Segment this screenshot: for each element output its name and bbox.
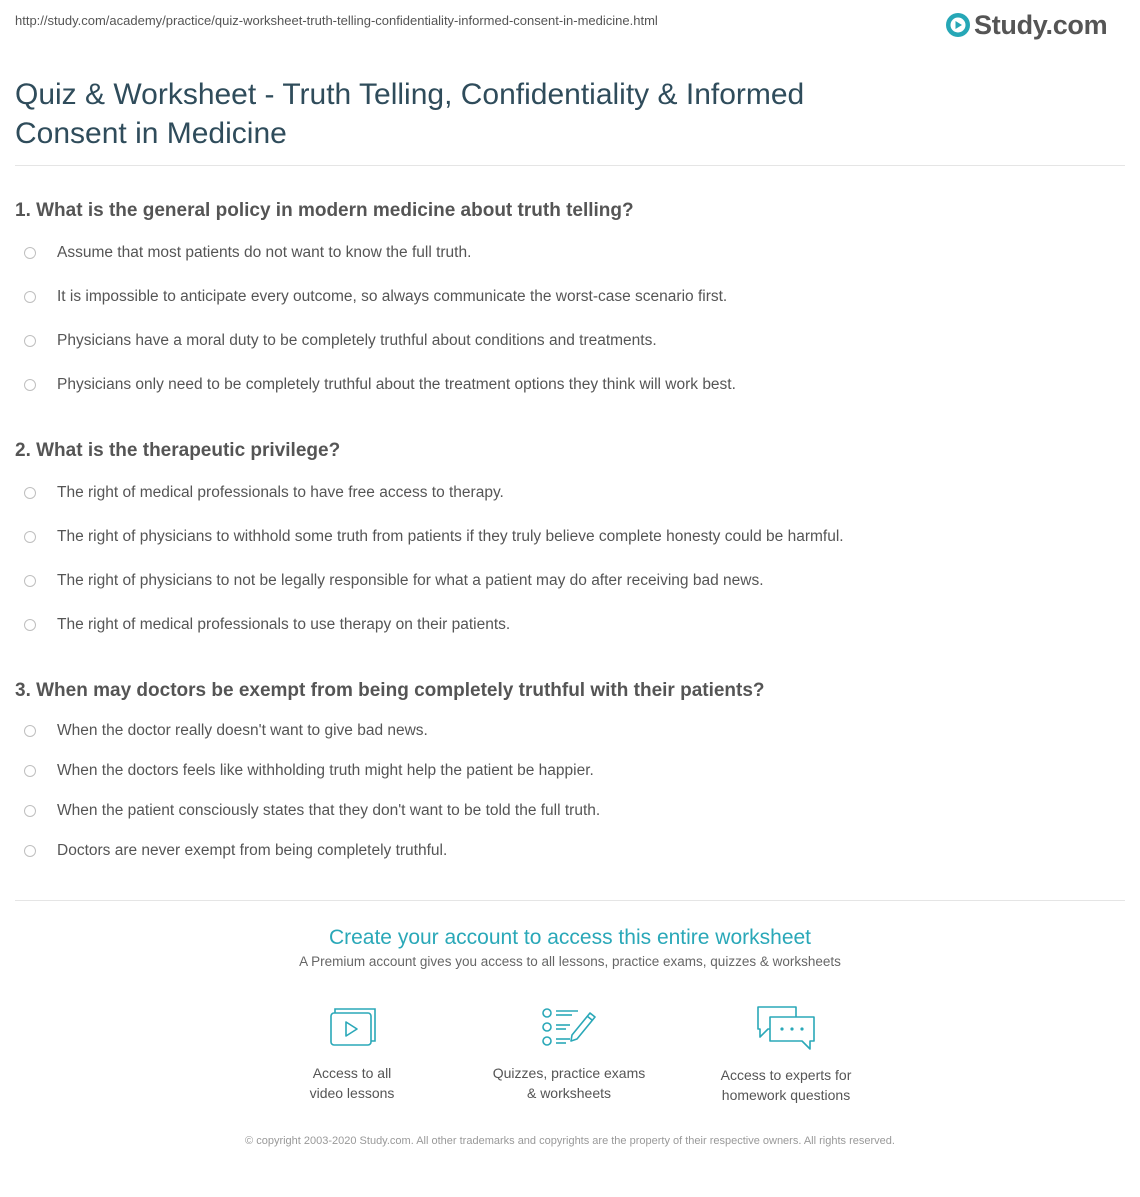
answer-option[interactable]: [15, 331, 1125, 351]
radio-button[interactable]: [24, 725, 36, 737]
question-text: 1. What is the general policy in modern medicine about truth telling?: [15, 200, 634, 221]
radio-button[interactable]: [24, 575, 36, 587]
answer-list: [15, 483, 1125, 635]
answer-list: [15, 243, 1125, 395]
feature-experts: [691, 1003, 881, 1105]
feature-label-line: video lessons: [309, 1085, 395, 1101]
answer-label: Physicians have a moral duty to be completely truthful about conditions and treatments.: [57, 332, 657, 349]
radio-button[interactable]: [24, 531, 36, 543]
video-lessons-icon: [325, 1003, 379, 1051]
signup-cta: [0, 925, 1140, 969]
answer-option[interactable]: [15, 287, 1125, 307]
feature-label-line: & worksheets: [526, 1085, 612, 1101]
answer-option[interactable]: [15, 801, 1125, 821]
logo-wordmark: [974, 10, 1107, 41]
feature-label: [474, 1063, 664, 1103]
radio-button[interactable]: [24, 291, 36, 303]
question-2: [15, 439, 1125, 635]
play-circle-logo-icon: [945, 12, 971, 38]
answer-label: It is impossible to anticipate every outcome, so always communicate the worst-case scenario first.: [57, 288, 728, 305]
answer-option[interactable]: [15, 615, 1125, 635]
feature-label: [257, 1063, 447, 1103]
question-1: [15, 199, 1125, 395]
feature-label-line: Quizzes, practice exams: [492, 1065, 646, 1081]
feature-label-line: homework questions: [721, 1087, 851, 1103]
feature-video-lessons: [257, 1003, 447, 1103]
radio-button[interactable]: [24, 619, 36, 631]
feature-quizzes: [474, 1003, 664, 1103]
cta-divider: [15, 900, 1125, 901]
radio-button[interactable]: [24, 379, 36, 391]
page-title: Quiz & Worksheet - Truth Telling, Confidentiality & Informed Consent in Medicine: [15, 78, 805, 150]
radio-button[interactable]: [24, 845, 36, 857]
answer-label: When the doctor really doesn't want to give bad news.: [57, 722, 428, 739]
answer-label: Assume that most patients do not want to know the full truth.: [57, 244, 472, 261]
feature-label-line: Access to experts for: [720, 1067, 852, 1083]
answer-list: [15, 721, 1125, 861]
chat-bubbles-icon: [754, 1003, 818, 1053]
answer-option[interactable]: [15, 721, 1125, 741]
answer-label: The right of medical professionals to have free access to therapy.: [57, 484, 504, 501]
answer-option[interactable]: [15, 483, 1125, 503]
answer-label: The right of medical professionals to use therapy on their patients.: [57, 616, 511, 633]
radio-button[interactable]: [24, 487, 36, 499]
title-divider: [15, 165, 1125, 166]
page-url: http://study.com/academy/practice/quiz-worksheet-truth-telling-confidentiality-informed-consent-in-medicine.html: [15, 13, 658, 28]
cta-heading[interactable]: Create your account to access this entire worksheet: [328, 926, 812, 949]
quiz-checklist-icon: [540, 1003, 598, 1051]
feature-label-line: Access to all: [312, 1065, 392, 1081]
question-3: [15, 679, 1125, 861]
answer-option[interactable]: [15, 761, 1125, 781]
answer-label: The right of physicians to not be legally responsible for what a patient may do after receiving bad news.: [57, 572, 764, 589]
answer-option[interactable]: [15, 527, 1125, 547]
answer-label: The right of physicians to withhold some truth from patients if they truly believe complete honesty could be harmful.: [57, 528, 844, 545]
answer-option[interactable]: [15, 375, 1125, 395]
answer-label: Physicians only need to be completely truthful about the treatment options they think will work best.: [57, 376, 736, 393]
logo-tld: .com: [1045, 9, 1108, 40]
answer-option[interactable]: [15, 571, 1125, 591]
answer-option[interactable]: [15, 243, 1125, 263]
answer-label: Doctors are never exempt from being completely truthful.: [57, 842, 448, 859]
answer-label: When the doctors feels like withholding truth might help the patient be happier.: [57, 762, 594, 779]
question-text: 3. When may doctors be exempt from being completely truthful with their patients?: [15, 680, 765, 701]
radio-button[interactable]: [24, 765, 36, 777]
radio-button[interactable]: [24, 247, 36, 259]
question-text: 2. What is the therapeutic privilege?: [15, 440, 341, 461]
radio-button[interactable]: [24, 805, 36, 817]
study-logo[interactable]: [945, 10, 1107, 40]
answer-label: When the patient consciously states that they don't want to be told the full truth.: [57, 802, 601, 819]
logo-name: Study: [974, 9, 1046, 40]
cta-subheading: A Premium account gives you access to all lessons, practice exams, quizzes & worksheets: [299, 954, 841, 969]
copyright-notice: © copyright 2003-2020 Study.com. All other trademarks and copyrights are the property of their respective owners. All rights reserved.: [245, 1135, 895, 1147]
feature-label: [691, 1065, 881, 1105]
answer-option[interactable]: [15, 841, 1125, 861]
radio-button[interactable]: [24, 335, 36, 347]
